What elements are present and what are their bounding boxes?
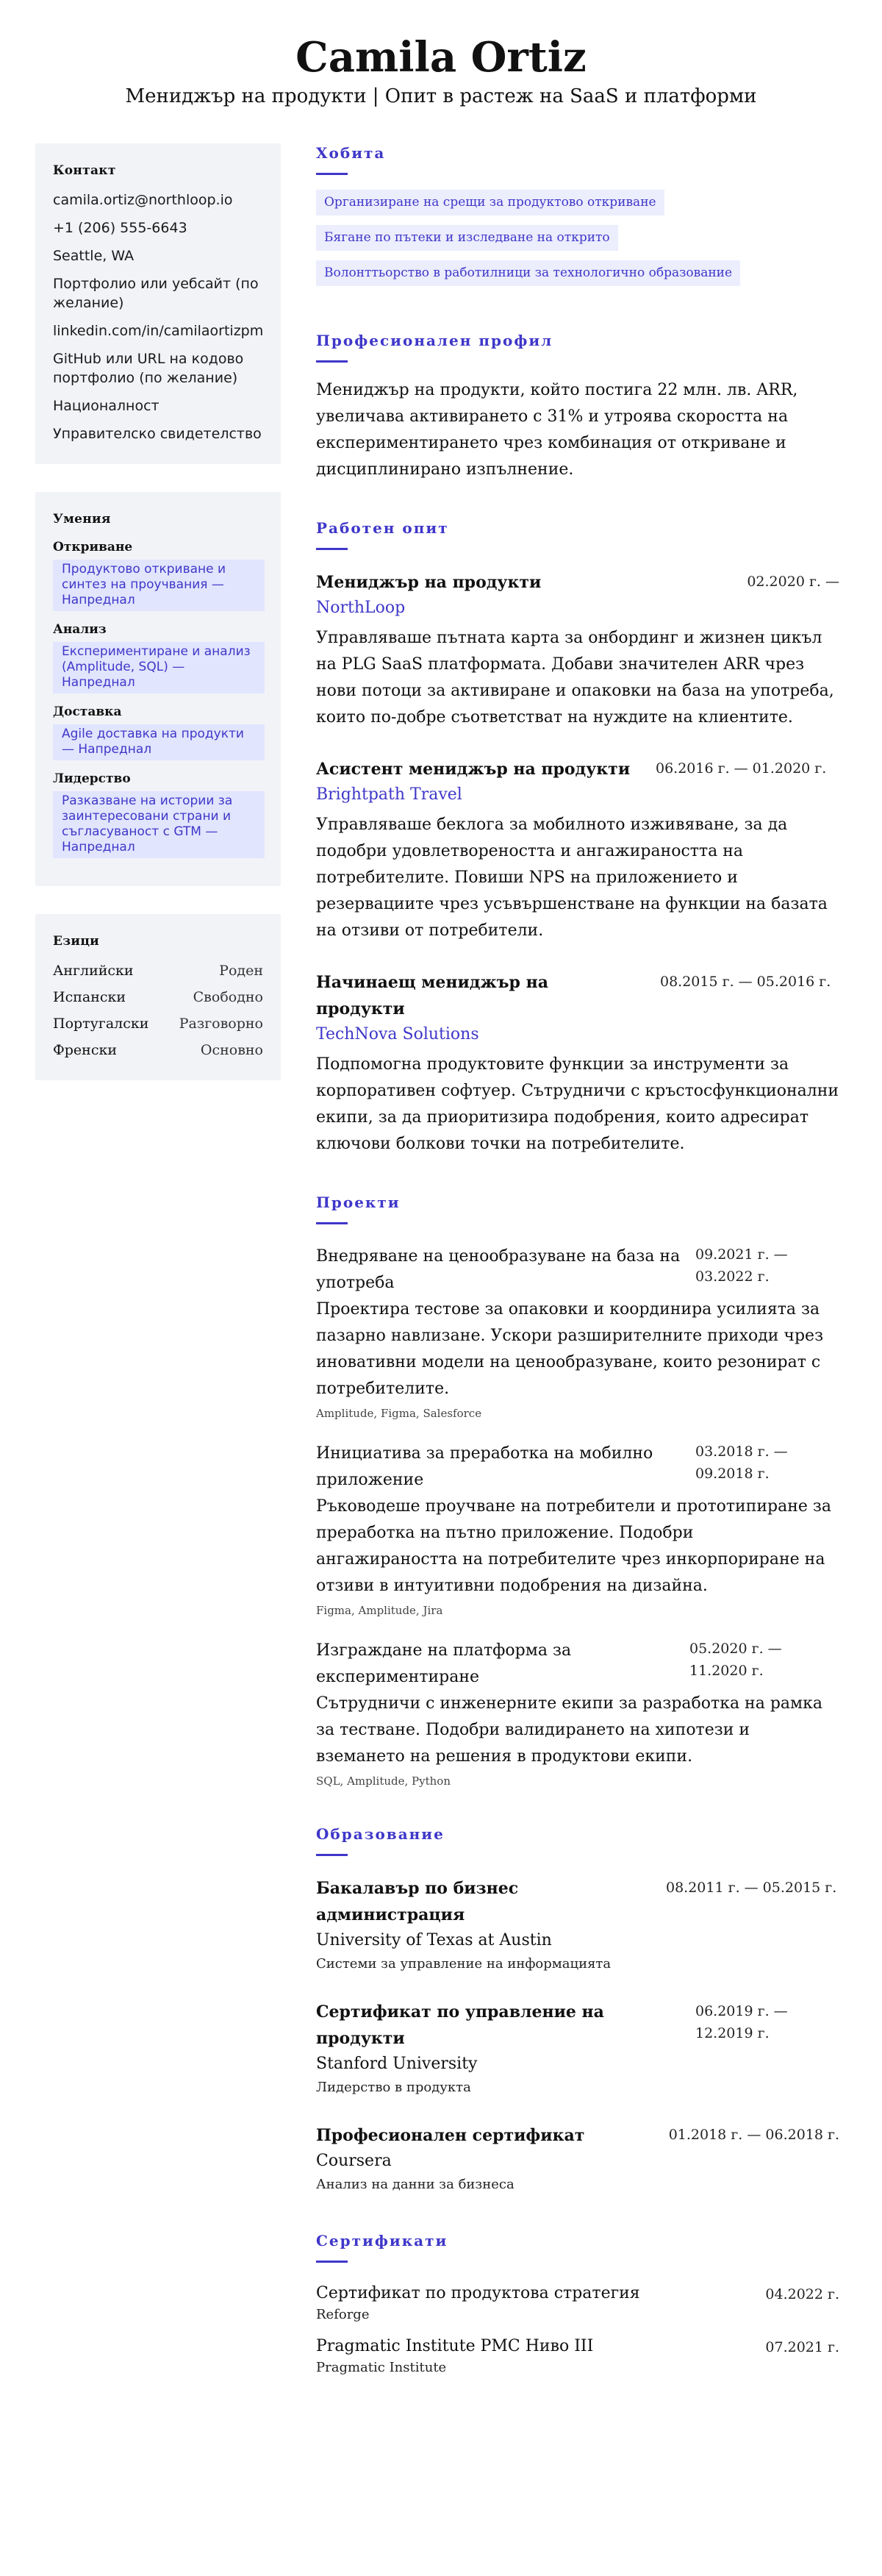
job-dates: 02.2020 г. — (747, 574, 839, 590)
projects-section (316, 1193, 839, 1789)
certification-entry (316, 2335, 839, 2377)
candidate-name: Camila Ortiz (295, 33, 587, 82)
section-title: Сертификати (316, 2232, 448, 2249)
project-tech: Figma, Amplitude, Jira (316, 1604, 443, 1617)
job-description: Управляваше пътната карта за онбординг и жизнен цикъл на PLG SaaS платформата. Добави значителен ARR чрез нови потоци за активиране и опаковки на база на употреба, които по-добре съответстват на нуждите на клиентите. (316, 629, 834, 727)
education-dates: 01.2018 г. — 06.2018 г. (668, 2127, 839, 2143)
skill-chip: Agile доставка на продукти — Напреднал (53, 724, 265, 760)
section-title: Образование (316, 1825, 445, 1843)
language-name: Английски (53, 963, 134, 979)
education-entry (316, 2122, 839, 2196)
experience-entry (316, 756, 839, 944)
main-content (316, 143, 839, 2407)
profile-section (316, 331, 839, 483)
job-title: Асистент мениджър на продукти (316, 760, 631, 779)
job-dates: 08.2015 г. — 05.2016 г. (660, 974, 831, 990)
field-of-study: Анализ на данни за бизнеса (316, 2177, 514, 2192)
contact-portfolio: Портфолио или уебсайт (по желание) (53, 276, 259, 311)
skill-chip: Продуктово откриване и синтез на проучвания — Напреднал (53, 560, 265, 611)
school-name: Stanford University (316, 2055, 478, 2073)
certification-name: Сертификат по продуктова стратегия (316, 2284, 640, 2302)
degree-title: Сертификат по управление на продукти (316, 2002, 604, 2048)
language-name: Португалски (53, 1016, 149, 1032)
section-title: Хобита (316, 144, 386, 162)
project-description: Проектира тестове за опаковки и координира усилията за пазарно навлизане. Ускори разширителните приходи чрез иновативни модели на ценообразуване, които резонират с потребителите. (316, 1300, 824, 1398)
skill-chip: Експериментиране и анализ (Amplitude, SQL) — Напреднал (53, 642, 265, 693)
project-entry (316, 1441, 839, 1619)
section-title: Работен опит (316, 519, 449, 537)
job-dates: 06.2016 г. — 01.2020 г. (656, 760, 827, 777)
project-dates: 03.2018 г. — 09.2018 г. (695, 1444, 788, 1482)
project-entry (316, 1638, 839, 1789)
school-name: University of Texas at Austin (316, 1931, 552, 1949)
skill-group-delivery: Доставка (53, 704, 122, 719)
certification-name: Pragmatic Institute PMC Ниво III (316, 2337, 594, 2355)
language-name: Испански (53, 989, 126, 1005)
section-divider (316, 2261, 348, 2263)
language-row (53, 1041, 263, 1060)
degree-title: Професионален сертификат (316, 2126, 585, 2145)
language-row (53, 1014, 263, 1033)
field-of-study: Системи за управление на информацията (316, 1956, 612, 1972)
skills-title: Умения (53, 512, 111, 527)
section-divider (316, 1854, 348, 1856)
language-level: Основно (200, 1042, 263, 1058)
hobby-tag: Организиране на срещи за продуктово откриване (316, 190, 664, 215)
hobbies-section (316, 143, 839, 296)
education-dates: 06.2019 г. — 12.2019 г. (695, 2003, 788, 2041)
skill-chip: Разказване на истории за заинтересовани страни и съгласуваност с GTM — Напреднал (53, 791, 265, 858)
languages-card (35, 914, 281, 1080)
section-divider (316, 360, 348, 363)
languages-title: Езици (53, 934, 100, 949)
language-level: Роден (219, 963, 263, 979)
project-tech: SQL, Amplitude, Python (316, 1774, 451, 1788)
contact-card (35, 143, 281, 464)
section-title: Проекти (316, 1194, 401, 1211)
skill-group-analysis: Анализ (53, 622, 107, 637)
contact-location: Seattle, WA (53, 248, 135, 264)
contact-phone: +1 (206) 555-6643 (53, 220, 187, 236)
certification-issuer: Reforge (316, 2307, 370, 2322)
project-description: Ръководеше проучване на потребители и прототипиране за преработка на пътно приложение. Подобри ангажираността на потребителите чрез инкорпориране на отзиви в интуитивни подобрения на дизайна. (316, 1497, 832, 1595)
job-description: Управляваше беклога за мобилното изживяване, за да подобри удовлетвореността и ангажираността на потребителите. Повиши NPS на приложението и резервациите чрез усъвършенстване на функции на базата на отзиви от потребители. (316, 816, 828, 940)
certification-issuer: Pragmatic Institute (316, 2360, 447, 2375)
language-row (53, 961, 263, 980)
contact-linkedin[interactable]: linkedin.com/in/camilaortizpm (53, 323, 264, 339)
company-name: TechNova Solutions (316, 1025, 479, 1043)
certification-entry (316, 2282, 839, 2325)
resume-header (0, 0, 882, 143)
job-title: Начинаещ мениджър на продукти (316, 973, 548, 1018)
skill-group-leadership: Лидерство (53, 771, 131, 786)
project-entry (316, 1244, 839, 1421)
contact-license: Управителско свидетелство (53, 426, 262, 442)
section-title: Професионален профил (316, 332, 553, 349)
section-divider (316, 1222, 348, 1224)
candidate-tagline: Мениджър на продукти | Опит в растеж на SaaS и платформи (125, 85, 757, 107)
profile-summary: Мениджър на продукти, който постига 22 млн. лв. ARR, увеличава активирането с 31% и утроява скоростта на експериментирането чрез комбинация от откриване и дисциплинирано изпълнение. (316, 381, 798, 479)
sidebar (35, 143, 281, 2407)
hobby-tag: Бягане по пътеки и изследване на открито (316, 225, 618, 251)
experience-entry (316, 569, 839, 731)
project-dates: 09.2021 г. — 03.2022 г. (695, 1246, 788, 1285)
education-entry (316, 1875, 839, 1975)
school-name: Coursera (316, 2152, 392, 2170)
experience-entry (316, 969, 839, 1157)
degree-title: Бакалавър по бизнес администрация (316, 1879, 519, 1924)
education-section (316, 1824, 839, 2196)
section-divider (316, 173, 348, 175)
contact-email[interactable]: camila.ortiz@northloop.io (53, 192, 233, 208)
language-row (53, 988, 263, 1007)
skill-group-discovery: Откриване (53, 540, 133, 554)
project-name: Изграждане на платформа за експериментиране (316, 1641, 572, 1686)
resume-body (0, 143, 882, 2407)
skills-card (35, 492, 281, 886)
certification-date: 04.2022 г. (765, 2286, 839, 2302)
language-name: Френски (53, 1042, 118, 1058)
contact-github: GitHub или URL на кодово портфолио (по желание) (53, 351, 244, 386)
project-description: Сътрудничи с инженерните екипи за разработка на рамка за тестване. Подобри валидирането на хипотези и вземането на решения в продуктови екипи. (316, 1694, 823, 1766)
project-name: Инициатива за преработка на мобилно приложение (316, 1444, 653, 1489)
project-dates: 05.2020 г. — 11.2020 г. (689, 1641, 782, 1679)
language-level: Свободно (193, 989, 263, 1005)
certification-date: 07.2021 г. (765, 2339, 839, 2355)
project-name: Внедряване на ценообразуване на база на употреба (316, 1247, 681, 1292)
language-level: Разговорно (179, 1016, 263, 1032)
company-name: NorthLoop (316, 599, 406, 617)
hobby-tag: Волонттьорство в работилници за технологично образование (316, 260, 740, 286)
education-entry (316, 1999, 839, 2099)
section-divider (316, 548, 348, 550)
certifications-section (316, 2231, 839, 2377)
job-description: Подпомогна продуктовите функции за инструменти за корпоративен софтуер. Сътрудничи с кръстосфункционални екипи, за да приоритизира подобрения, които адресират ключови болкови точки на потребителите. (316, 1055, 839, 1153)
field-of-study: Лидерство в продукта (316, 2080, 471, 2095)
education-dates: 08.2011 г. — 05.2015 г. (666, 1880, 837, 1896)
contact-nationality: Националност (53, 398, 159, 414)
job-title: Мениджър на продукти (316, 573, 542, 592)
company-name: Brightpath Travel (316, 785, 462, 804)
contact-title: Контакт (53, 163, 116, 178)
project-tech: Amplitude, Figma, Salesforce (316, 1407, 482, 1420)
experience-section (316, 518, 839, 1157)
